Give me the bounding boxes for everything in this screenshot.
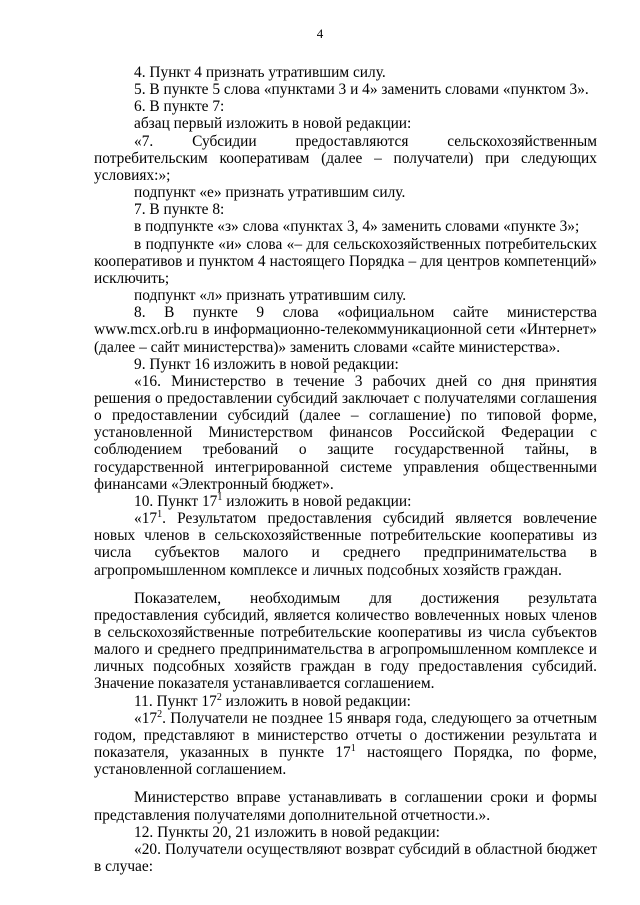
paragraph-6-abzac: абзац первый изложить в новой редакции: [134, 115, 412, 133]
paragraph-16-quote: «16. Министерство в течение 3 рабочих дней со дня принятия решения о предоставлении субсидий заключает с получателями соглашения о предоставлении субсидий (далее – соглашение) по типовой форме, установленной Министерством финансов Российской Федерации с соблюдением требований о защите государственной тайны, в государственной интегрированной системе управления общественными финансами «Электронный бюджет». [94, 372, 597, 493]
paragraph-ministry-reporting: Министерство вправе устанавливать в соглашении сроки и формы представления получателями дополнительной отчетности.». [94, 789, 597, 824]
paragraph-17-2-quote: «$17^2$. Получатели не позднее 15 января года, следующего за отчетным годом, представляют в министерство отчеты о достижении результата и показателя, указанных в пункте $17^1$ настоящего Порядка, по форме, установленной соглашением. [94, 708, 597, 779]
paragraph-7-subpoint-z: в подпункте «з» слова «пунктах 3, 4» заменить словами «пункте 3»; [134, 218, 580, 236]
paragraph-7-subpoint-i: в подпункте «и» слова «– для сельскохозяйственных потребительских кооперативов и пунктом 4 настоящего Порядка – для центров компетенций» исключить; [94, 235, 597, 287]
document-body [94, 64, 597, 875]
paragraph-17-1-quote: «$17^1$. Результатом предоставления субсидий является вовлечение новых членов в сельскохозяйственные потребительские кооперативы из числа субъектов малого и среднего предпринимательства в агропромышленном комплексе и личных подсобных хозяйств граждан. [94, 508, 597, 579]
paragraph-11: 11. Пункт $17^2$ изложить в новой редакции: [134, 691, 411, 710]
paragraph-10: 10. Пункт $17^1$ изложить в новой редакции: [134, 491, 412, 510]
paragraph-6: 6. В пункте 7: [134, 98, 225, 116]
paragraph-8: 8. В пункте 9 слова «официальном сайте министерства www.mcx.orb.ru в информационно-телекоммуникационной сети «Интернет» (далее – сайт министерства)» заменить словами «сайте министерства». [94, 304, 597, 356]
paragraph-20-quote: «20. Получатели осуществляют возврат субсидий в областной бюджет в случае: [94, 840, 597, 876]
paragraph-indicator: Показателем, необходимым для достижения результата предоставления субсидий, является количество вовлеченных новых членов в сельскохозяйственные потребительские кооперативы из числа субъектов малого и среднего предпринимательства в агропромышленном комплексе и личных подсобных хозяйств граждан в году предоставления субсидий. Значение показателя устанавливается соглашением. [94, 589, 597, 693]
paragraph-5: 5. В пункте 5 слова «пунктами 3 и 4» заменить словами «пунктом 3». [134, 81, 589, 99]
paragraph-spacer [94, 579, 597, 590]
paragraph-spacer [94, 778, 597, 789]
paragraph-7-subpoint-l: подпункт «л» признать утратившим силу. [134, 287, 407, 305]
paragraph-4: 4. Пункт 4 признать утратившим силу. [134, 64, 386, 81]
paragraph-7: 7. В пункте 8: [134, 201, 225, 219]
paragraph-6-subpoint-e: подпункт «е» признать утратившим силу. [134, 184, 406, 202]
paragraph-6-quote: «7. Субсидии предоставляются сельскохозяйственным потребительским кооперативам (далее – получатели) при следующих условиях:»; [94, 132, 597, 184]
page-number: 4 [316, 26, 324, 41]
paragraph-12: 12. Пункты 20, 21 изложить в новой редакции: [134, 823, 440, 841]
paragraph-9: 9. Пункт 16 изложить в новой редакции: [134, 355, 399, 373]
